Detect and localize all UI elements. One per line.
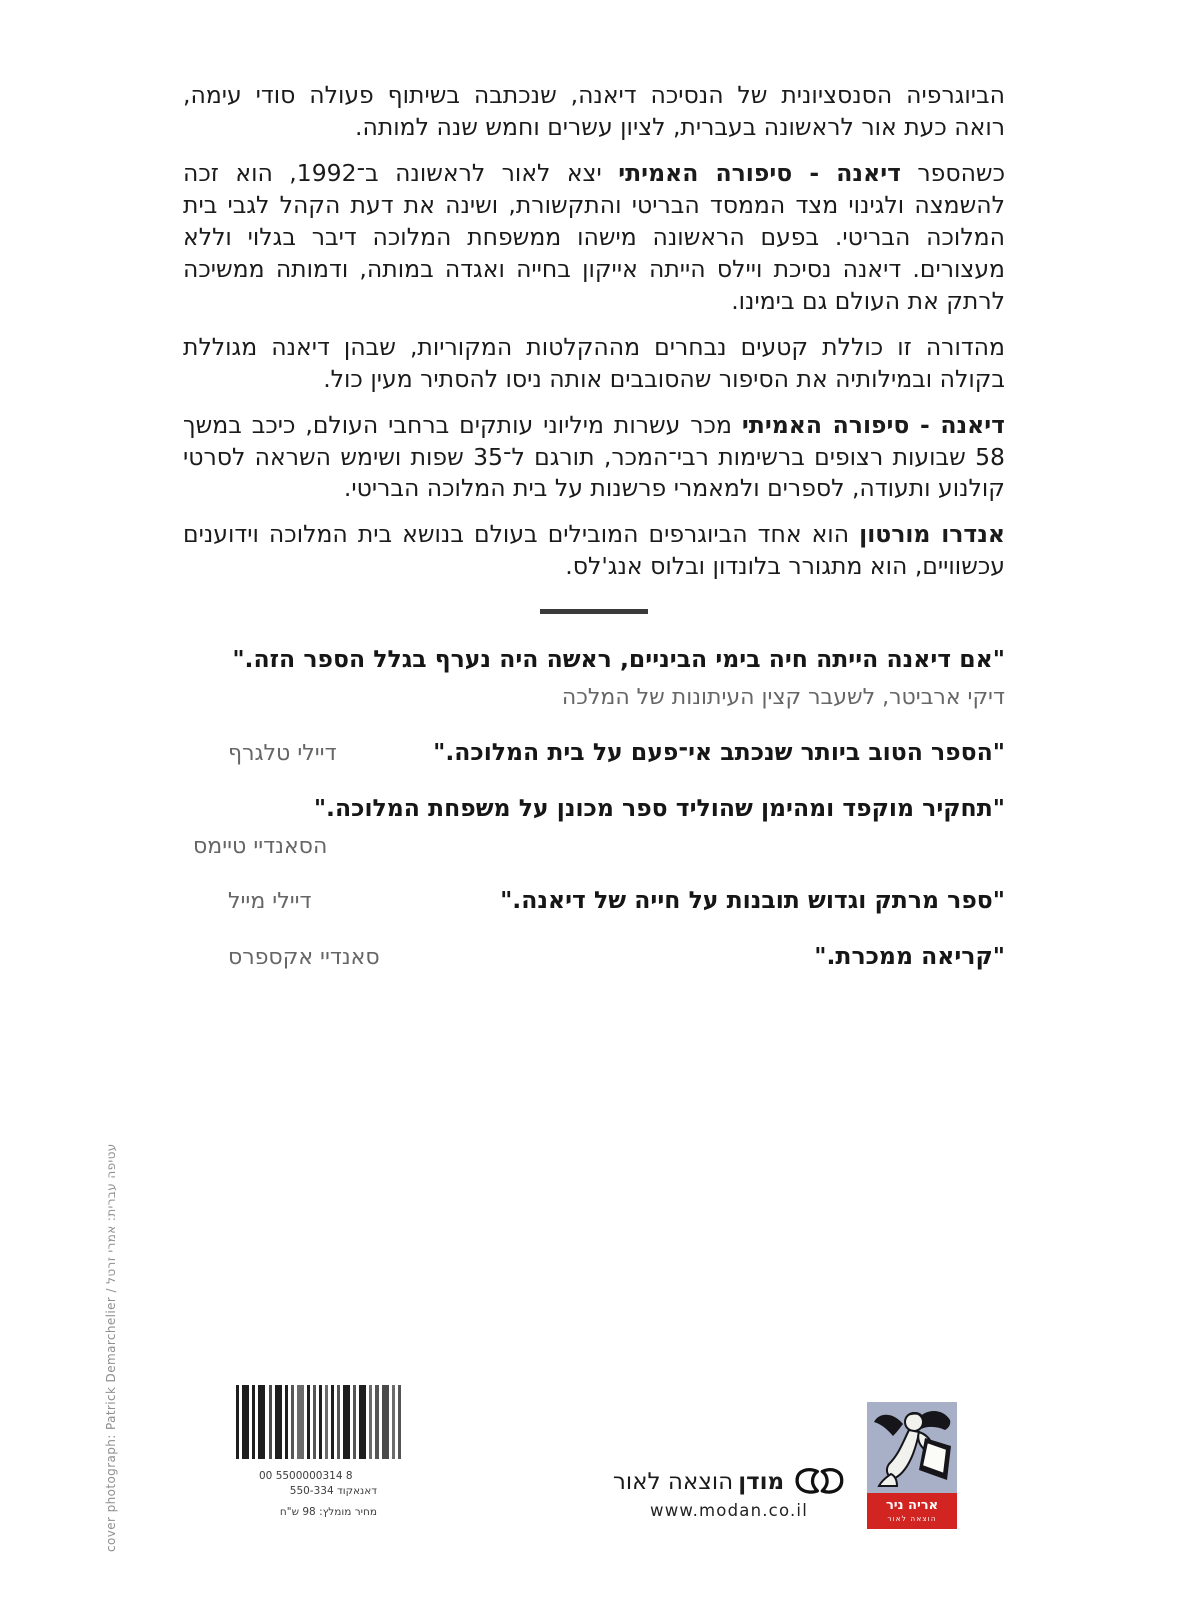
- quote-source: דיילי טלגרף: [228, 740, 337, 766]
- paragraph: [183, 158, 1005, 318]
- press-quote: [183, 941, 1005, 973]
- press-quote: [183, 644, 1005, 713]
- imprint-tagline: הוצאה לאור: [887, 1513, 937, 1523]
- cherub-icon: [867, 1402, 957, 1493]
- press-quote: [183, 793, 1005, 862]
- quote-text: "קריאה ממכרת.": [814, 942, 1005, 971]
- paragraph: [183, 332, 1005, 396]
- paragraph: [183, 80, 1005, 144]
- imprint-band: [867, 1493, 957, 1529]
- barcode-text: [233, 1469, 413, 1520]
- quote-source: הסאנדיי טיימס: [193, 833, 328, 859]
- modan-publisher: [598, 1466, 860, 1520]
- modan-suffix: הוצאה לאור: [612, 1469, 734, 1495]
- barcode-block: [233, 1383, 413, 1520]
- imprint-name: אריה ניר: [885, 1498, 939, 1514]
- paragraph-text: הביוגרפיה הסנסציונית של הנסיכה דיאנה, שנכתבה בשיתוף פעולה סודי עימה, רואה כעת אור לראשונה בעברית, לציון עשרים וחמש שנה למותה.: [183, 81, 1005, 141]
- quote-source: דיקי ארביטר, לשעבר קצין העיתונות של המלכה: [561, 685, 1005, 711]
- barcode-number: 00 5500000314 8: [259, 1470, 353, 1482]
- open-book-icon: [793, 1466, 845, 1498]
- paragraphs: [183, 80, 1005, 583]
- quote-text: "ספר מרתק וגדוש תובנות על חייה של דיאנה.": [500, 886, 1005, 915]
- paragraph: [183, 519, 1005, 583]
- quote-source: דיילי מייל: [228, 889, 312, 915]
- paragraph-text: מהדורה זו כוללת קטעים נבחרים מההקלטות המקוריות, שבהן דיאנה מגוללת בקולה ובמילותיה את הסיפור שהסובבים אותה ניסו להסתיר מעין כול.: [183, 332, 1005, 393]
- cover-photo-credit: cover photograph: Patrick Demarchelier / עטיפה עברית: אמרי זרטל: [104, 1143, 118, 1552]
- danacode-line: דאנאקוד 550-334: [289, 1484, 377, 1497]
- quote-text: "הספר הטוב ביותר שנכתב אי־פעם על בית המלוכה.": [433, 737, 1005, 766]
- press-quote: [183, 885, 1005, 917]
- paragraph-text: כשהספר: [900, 158, 1006, 187]
- paragraph-text: מכר עשרות מיליוני עותקים ברחבי העולם, כיכב במשך 58 שבועות רצופים ברשימות רבי־המכר, תורגם ל־35 שפות ושימש השראה לסרטי קולנוע ותעודה, לספרים ולמאמרי פרשנות על בית המלוכה הבריטי.: [183, 410, 1005, 503]
- paragraph: [183, 410, 1005, 506]
- book-title-bold: דיאנה - סיפורה האמיתי: [741, 410, 1006, 439]
- publisher-url: www.modan.co.il: [650, 1501, 808, 1520]
- quote-source: סאנדיי אקספרס: [228, 945, 380, 971]
- section-divider: [540, 609, 648, 614]
- quote-text: "אם דיאנה הייתה חיה בימי הביניים, ראשה היה נערף בגלל הספר הזה.": [232, 645, 1005, 674]
- modan-name: מודן: [738, 1469, 785, 1495]
- paragraph-text: הוא אחד הביוגרפים המובילים בעולם בנושא בית המלוכה וידוענים עכשוויים, הוא מתגורר בלונדון ובלוס אנג'לס.: [183, 520, 1005, 581]
- book-title-bold: אנדרו מורטון: [859, 520, 1005, 549]
- book-title-bold: דיאנה - סיפורה האמיתי: [618, 158, 901, 187]
- quotes: [183, 644, 1005, 973]
- quote-text: "תחקיר מוקפד ומהימן שהוליד ספר מכונן על משפחת המלוכה.": [313, 793, 1005, 822]
- press-quote: [183, 737, 1005, 769]
- imprint-logo: [867, 1402, 957, 1529]
- barcode: [233, 1383, 405, 1461]
- price-line: מחיר מומלץ: 98 ש"ח: [279, 1506, 377, 1519]
- paragraph-text: יצא לאור לראשונה ב־1992, הוא זכה להשמצה ולגינוי מצד הממסד הבריטי והתקשורת, ושינה את דעת הקהל לגבי בית המלוכה הבריטי. בפעם הראשונה מישהו ממשפחת המלוכה דיבר בגלוי וללא מעצורים. דיאנה נסיכת ויילס הייתה אייקון בחייה ואגדה במותה, ודמותה ממשיכה לרתק את העולם גם בימינו.: [183, 158, 1005, 315]
- back-cover-text: [183, 80, 1005, 997]
